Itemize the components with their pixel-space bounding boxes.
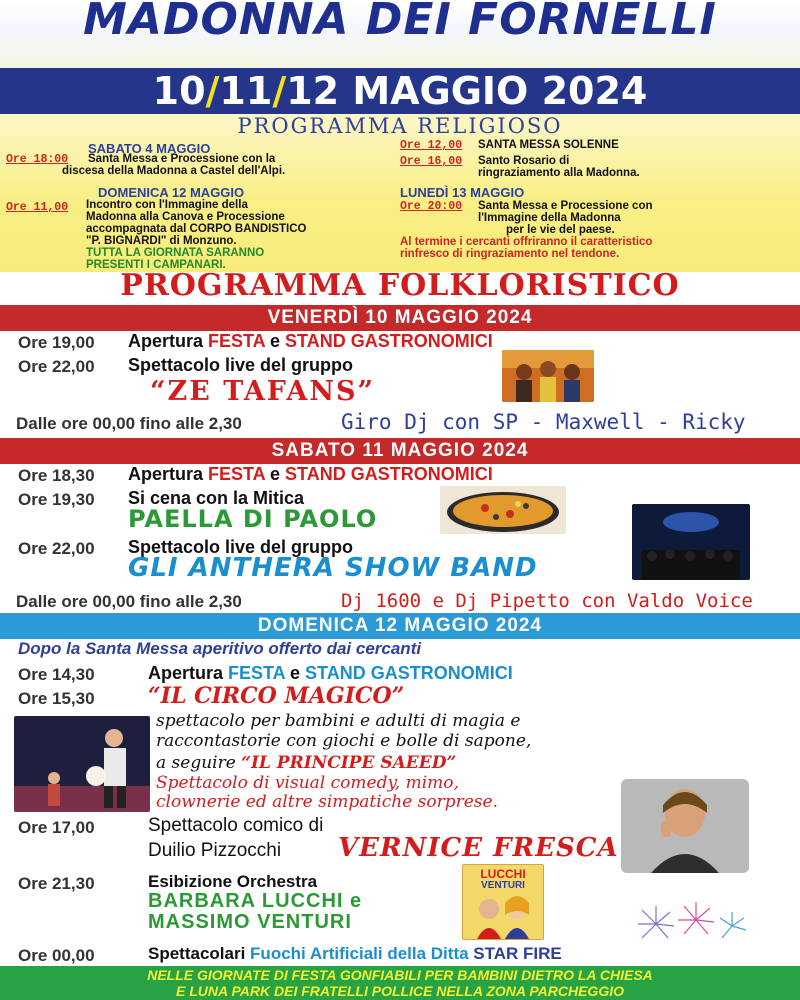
venerdi-time-2: Ore 22,00 bbox=[18, 357, 95, 376]
date-bar: 10/11/12 MAGGIO 2024 bbox=[0, 68, 800, 114]
lunedi-13-heading: LUNEDÌ 13 MAGGIO bbox=[400, 185, 525, 200]
sabato-bar: SABATO 11 MAGGIO 2024 bbox=[0, 438, 800, 464]
lunedi-13-note-1: Al termine i cercanti offriranno il caratteristico bbox=[400, 236, 653, 248]
fireworks-graphic bbox=[626, 898, 752, 948]
lunedi-13-text-3: per le vie del paese. bbox=[506, 224, 615, 236]
principe-saeed: “IL PRINCIPE SAEED” bbox=[241, 753, 457, 773]
sabato-4-heading: SABATO 4 MAGGIO bbox=[88, 141, 211, 156]
venerdi-bar: VENERDÌ 10 MAGGIO 2024 bbox=[0, 305, 800, 331]
date-day-1: 10 bbox=[152, 69, 206, 113]
orchestra-label: Esibizione Orchestra bbox=[148, 872, 318, 891]
orchestra-poster bbox=[462, 864, 544, 940]
sabato-row-2: Si cena con la Mitica bbox=[128, 488, 305, 508]
circo-desc-5: clownerie ed altre simpatiche sorprese. bbox=[156, 792, 498, 812]
venerdi-row-1: Apertura FESTA e STAND GASTRONOMICI bbox=[128, 331, 493, 351]
venerdi-dj-time: Dalle ore 00,00 fino alle 2,30 bbox=[16, 414, 242, 433]
band-anthera: GLI ANTHERA SHOW BAND bbox=[128, 553, 538, 583]
domenica-12-time: Ore 11,00 bbox=[6, 201, 69, 214]
domenica-row-1: Apertura FESTA e STAND GASTRONOMICI bbox=[148, 663, 513, 683]
massimo-venturi: MASSIMO VENTURI bbox=[148, 911, 352, 933]
footer-line-1: NELLE GIORNATE DI FESTA GONFIABILI PER BAMBINI DIETRO LA CHIESA bbox=[147, 967, 653, 983]
domenica-12-text-2: Madonna alla Canova e Processione bbox=[86, 211, 285, 223]
sabato-4-time: Ore 18:00 bbox=[6, 153, 69, 166]
domenica-noon-time: Ore 12,00 bbox=[400, 139, 463, 152]
circo-magico-photo bbox=[14, 716, 150, 812]
circo-magico-title: “IL CIRCO MAGICO” bbox=[148, 683, 405, 709]
vernice-fresca: VERNICE FRESCA bbox=[338, 833, 619, 863]
ze-tafans-photo bbox=[502, 350, 594, 402]
lunedi-13-time: Ore 20:00 bbox=[400, 200, 463, 213]
domenica-12-text-1: Incontro con l'Immagine della bbox=[86, 199, 248, 211]
domenica-rosary-text-1: Santo Rosario di bbox=[478, 155, 570, 167]
sabato-4-text-1: Santa Messa e Processione con la bbox=[88, 153, 276, 165]
circo-desc-3: a seguire “IL PRINCIPE SAEED” bbox=[156, 753, 457, 773]
domenica-time-4: Ore 21,30 bbox=[18, 874, 95, 893]
sabato-time-3: Ore 22,00 bbox=[18, 539, 95, 558]
sabato-dj-time: Dalle ore 00,00 fino alle 2,30 bbox=[16, 592, 242, 611]
sabato-dj-lineup: Dj 1600 e Dj Pipetto con Valdo Voice bbox=[341, 590, 753, 612]
domenica-time-2: Ore 15,30 bbox=[18, 689, 95, 708]
fireworks-row: Spettacolari Fuochi Artificiali della Ditta STAR FIRE bbox=[148, 944, 562, 963]
domenica-rosary-text-2: ringraziamento alla Madonna. bbox=[478, 167, 640, 179]
religious-programme-title: PROGRAMMA RELIGIOSO bbox=[237, 114, 563, 138]
folk-programme-title: PROGRAMMA FOLKLORISTICO bbox=[120, 268, 680, 303]
pizzocchi-line-2: Duilio Pizzocchi bbox=[148, 840, 282, 861]
domenica-intro: Dopo la Santa Messa aperitivo offerto dai cercanti bbox=[18, 639, 422, 658]
venerdi-time-1: Ore 19,00 bbox=[18, 333, 95, 352]
pizzocchi-photo bbox=[621, 779, 749, 873]
anthera-photo bbox=[632, 504, 750, 580]
sabato-4-text-2: discesa della Madonna a Castel dell'Alpi. bbox=[62, 165, 286, 177]
circo-desc-4: Spettacolo di visual comedy, mimo, bbox=[156, 773, 459, 793]
sabato-row-1: Apertura FESTA e STAND GASTRONOMICI bbox=[128, 464, 493, 484]
circo-desc-1: spettacolo per bambini e adulti di magia e bbox=[156, 711, 521, 731]
domenica-12-text-3: accompagnata dal CORPO BANDISTICO bbox=[86, 223, 307, 235]
date-day-3: 12 MAGGIO 2024 bbox=[286, 69, 648, 113]
poster-top-text: LUCCHI bbox=[480, 867, 526, 881]
pizzocchi-line-1: Spettacolo comico di bbox=[148, 815, 324, 836]
sabato-row-3: Spettacolo live del gruppo bbox=[128, 537, 354, 557]
domenica-12-text-4: "P. BIGNARDI" di Monzuno. bbox=[86, 235, 237, 247]
domenica-noon-text: SANTA MESSA SOLENNE bbox=[478, 139, 619, 151]
domenica-12-text-6: PRESENTI I CAMPANARI. bbox=[86, 259, 226, 271]
venerdi-row-2: Spettacolo live del gruppo bbox=[128, 355, 354, 375]
domenica-12-text-5: TUTTA LA GIORNATA SARANNO bbox=[86, 247, 265, 259]
band-ze-tafans: “ZE TAFANS” bbox=[150, 376, 376, 407]
date-day-2: 11 bbox=[219, 69, 273, 113]
domenica-rosary-time: Ore 16,00 bbox=[400, 155, 463, 168]
lunedi-13-text-1: Santa Messa e Processione con bbox=[478, 200, 653, 212]
lunedi-13-text-2: l'Immagine della Madonna bbox=[478, 212, 621, 224]
domenica-12-heading: DOMENICA 12 MAGGIO bbox=[98, 185, 245, 200]
circo-desc-2: raccontastorie con giochi e bolle di sapone, bbox=[156, 731, 532, 751]
poster-bottom-text: VENTURI bbox=[481, 880, 525, 891]
domenica-time-3: Ore 17,00 bbox=[18, 818, 95, 837]
footer-line-2: E LUNA PARK DEI FRATELLI POLLICE NELLA ZONA PARCHEGGIO bbox=[176, 983, 624, 999]
venerdi-dj-lineup: Giro Dj con SP - Maxwell - Ricky bbox=[341, 410, 746, 434]
footer-banner bbox=[0, 966, 800, 1000]
paella-photo bbox=[440, 486, 566, 534]
domenica-bar: DOMENICA 12 MAGGIO 2024 bbox=[0, 613, 800, 639]
domenica-time-5: Ore 00,00 bbox=[18, 946, 95, 965]
barbara-lucchi: BARBARA LUCCHI e bbox=[148, 890, 363, 912]
sabato-time-1: Ore 18,30 bbox=[18, 466, 95, 485]
lunedi-13-note-2: rinfresco di ringraziamento nel tendone. bbox=[400, 248, 620, 260]
paella-di-paolo: PAELLA DI PAOLO bbox=[128, 505, 378, 533]
domenica-time-1: Ore 14,30 bbox=[18, 665, 95, 684]
event-title: MADONNA DEI FORNELLI bbox=[83, 0, 717, 45]
sabato-time-2: Ore 19,30 bbox=[18, 490, 95, 509]
